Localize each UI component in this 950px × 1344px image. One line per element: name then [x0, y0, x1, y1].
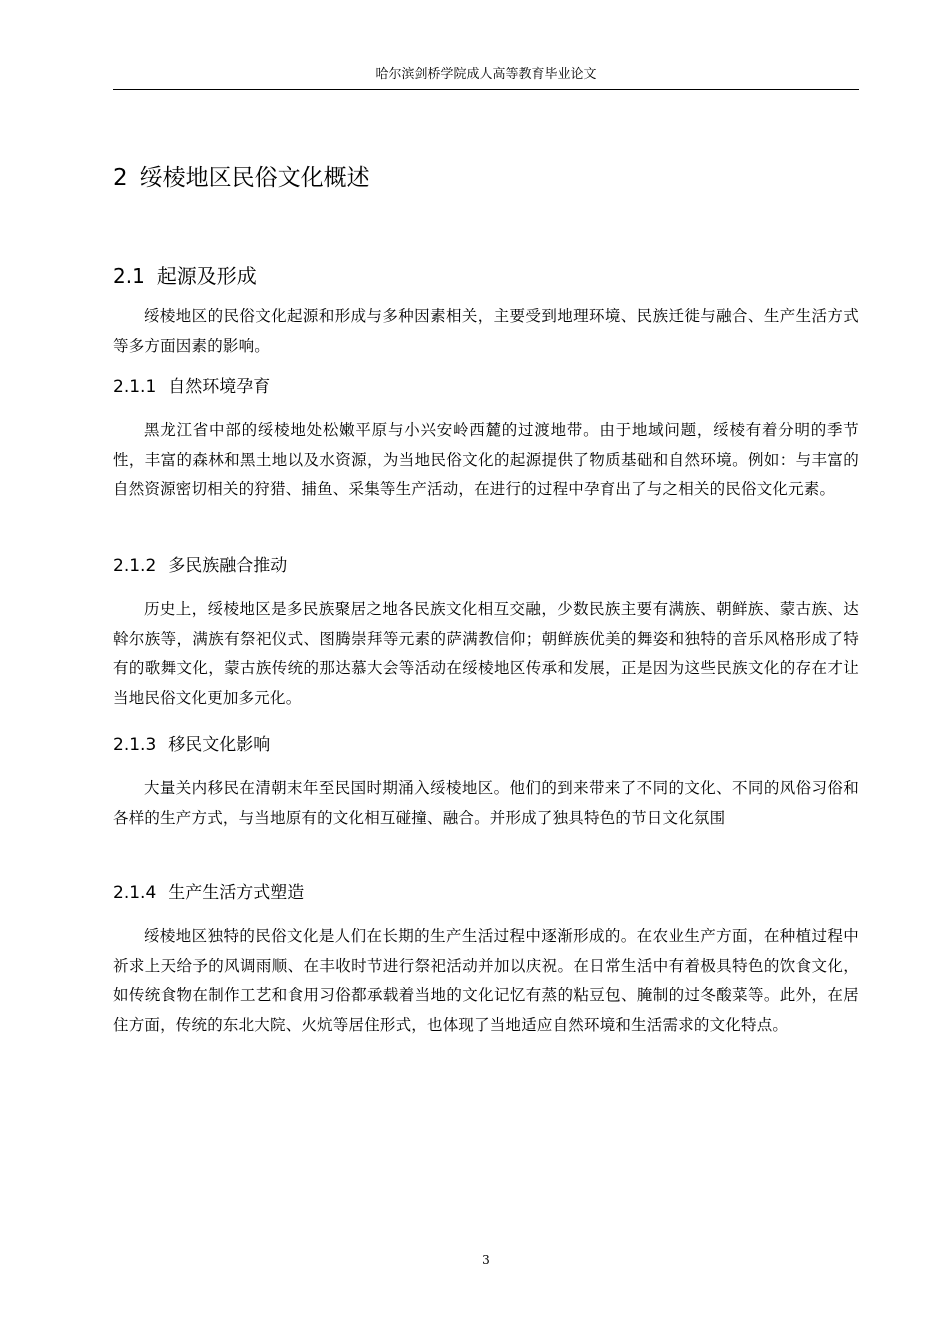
page-number: 3 — [482, 1253, 490, 1267]
subsection-title: 多民族融合推动 — [168, 556, 288, 576]
subsection-heading — [113, 374, 270, 400]
subsection-paragraph: 历史上，绥棱地区是多民族聚居之地各民族文化相互交融，少数民族主要有满族、朝鲜族、蒙古族、达斡尔族等，满族有祭祀仪式、图腾崇拜等元素的萨满教信仰；朝鲜族优美的舞姿和独特的音乐风格形成了特有的歌舞文化，蒙古族传统的那达慕大会等活动在绥棱地区传承和发展，正是因为这些民族文化的存在才让当地民俗文化更加多元化。 — [113, 600, 859, 707]
subsection-title: 移民文化影响 — [168, 735, 271, 755]
chapter-title: 绥棱地区民俗文化概述 — [139, 165, 370, 191]
section-intro-paragraph: 绥棱地区的民俗文化起源和形成与多种因素相关，主要受到地理环境、民族迁徙与融合、生产生活方式等多方面因素的影响。 — [113, 307, 859, 355]
subsection-paragraph: 绥棱地区独特的民俗文化是人们在长期的生产生活过程中逐渐形成的。在农业生产方面，在种植过程中祈求上天给予的风调雨顺、在丰收时节进行祭祀活动并加以庆祝。在日常生活中有着极具特色的饮食文化，如传统食物在制作工艺和食用习俗都承载着当地的文化记忆有蒸的粘豆包、腌制的过冬酸菜等。此外，在居住方面，传统的东北大院、火炕等居住形式，也体现了当地适应自然环境和生活需求的文化特点。 — [113, 927, 859, 1034]
chapter-heading — [113, 162, 370, 194]
section-heading — [113, 262, 257, 290]
subsection-number: 2.1.4 — [113, 883, 157, 903]
subsection-paragraph: 黑龙江省中部的绥棱地处松嫩平原与小兴安岭西麓的过渡地带。由于地域问题，绥棱有着分明的季节性，丰富的森林和黑土地以及水资源，为当地民俗文化的起源提供了物质基础和自然环境。例如：与丰富的自然资源密切相关的狩猎、捕鱼、采集等生产活动，在进行的过程中孕育出了与之相关的民俗文化元素。 — [113, 421, 859, 498]
subsection-number: 2.1.1 — [113, 377, 157, 397]
header-rule — [113, 89, 859, 90]
subsection-paragraph: 大量关内移民在清朝末年至民国时期涌入绥棱地区。他们的到来带来了不同的文化、不同的风俗习俗和各样的生产方式，与当地原有的文化相互碰撞、融合。并形成了独具特色的节日文化氛围 — [113, 779, 859, 827]
subsection-title: 自然环境孕育 — [168, 377, 271, 397]
subsection-heading — [113, 880, 304, 906]
section-number: 2.1 — [113, 264, 145, 288]
subsection-heading — [113, 553, 287, 579]
chapter-number: 2 — [113, 165, 128, 191]
section-title: 起源及形成 — [156, 264, 257, 288]
page-header: 哈尔滨剑桥学院成人高等教育毕业论文 — [375, 67, 597, 82]
subsection-title: 生产生活方式塑造 — [168, 883, 305, 903]
subsection-heading — [113, 732, 270, 758]
subsection-number: 2.1.3 — [113, 735, 157, 755]
subsection-number: 2.1.2 — [113, 556, 157, 576]
